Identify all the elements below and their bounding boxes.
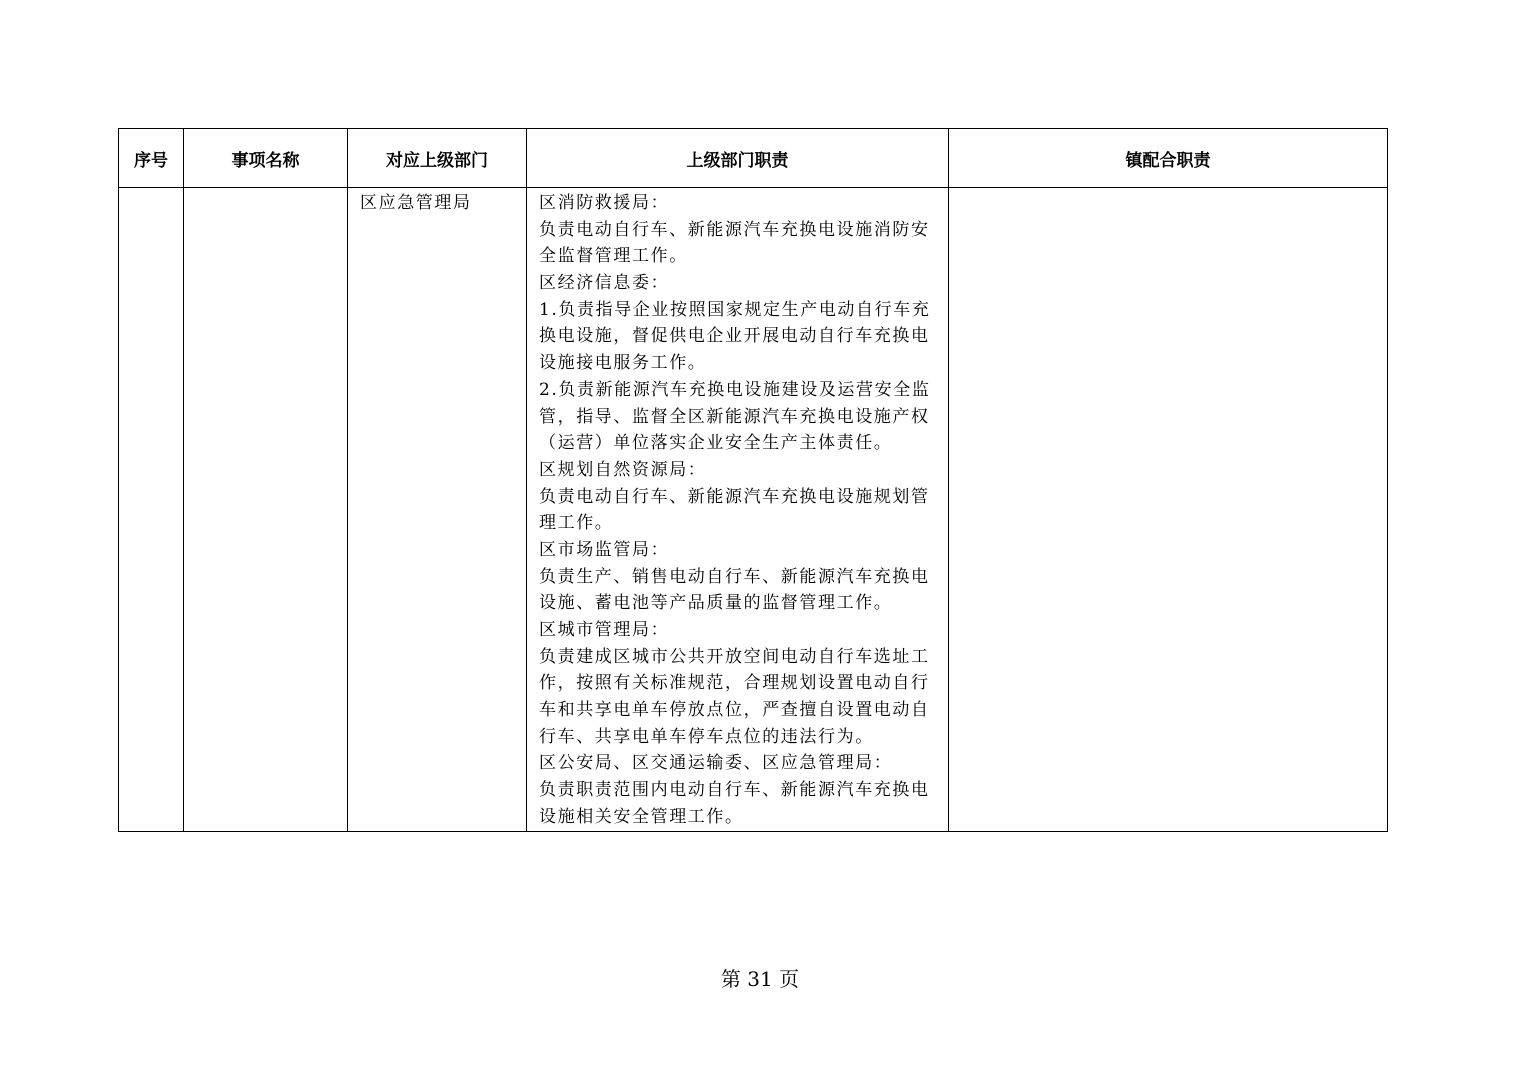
duty-line: （运营）单位落实企业安全生产主体责任。: [539, 433, 893, 454]
cell-department: [348, 188, 527, 832]
duty-line: 设施接电服务工作。: [539, 353, 707, 374]
duty-line: 负责电动自行车、新能源汽车充换电设施消防安: [539, 219, 930, 240]
duty-line: 区经济信息委：: [539, 273, 670, 294]
header-department: 对应上级部门: [348, 129, 527, 188]
duty-line: 区规划自然资源局：: [539, 459, 707, 480]
duty-line: 设施相关安全管理工作。: [539, 806, 744, 827]
duty-line: 行车、共享电单车停车点位的违法行为。: [539, 726, 874, 747]
cell-town-duties: [949, 188, 1388, 832]
page-number: 第 31 页: [720, 967, 800, 991]
duty-line: 车和共享电单车停放点位，严查擅自设置电动自: [539, 700, 930, 721]
cell-item-name: [184, 188, 348, 832]
duty-line: 负责建成区城市公共开放空间电动自行车选址工: [539, 646, 930, 667]
duty-line: 全监督管理工作。: [539, 246, 688, 267]
header-seq: 序号: [119, 129, 184, 188]
duty-line: 区消防救援局：: [539, 193, 670, 213]
duty-line: 换电设施，督促供电企业开展电动自行车充换电: [539, 326, 930, 347]
header-item-name: 事项名称: [184, 129, 348, 188]
department-text: 区应急管理局: [360, 193, 472, 213]
cell-department-duties: [527, 188, 949, 832]
duty-line: 负责生产、销售电动自行车、新能源汽车充换电: [539, 566, 930, 587]
table-row: [119, 188, 1388, 832]
duty-line: 区公安局、区交通运输委、区应急管理局：: [539, 753, 893, 774]
duty-line: 设施、蓄电池等产品质量的监督管理工作。: [539, 593, 893, 614]
header-town-duties: 镇配合职责: [949, 129, 1388, 188]
duty-line: 区城市管理局：: [539, 620, 670, 640]
duty-line: 2.负责新能源汽车充换电设施建设及运营安全监: [539, 379, 931, 400]
duties-text: [527, 188, 948, 831]
table-header-row: [119, 129, 1388, 188]
duty-line: 负责职责范围内电动自行车、新能源汽车充换电: [539, 780, 930, 801]
duty-line: 负责电动自行车、新能源汽车充换电设施规划管: [539, 486, 930, 507]
cell-seq: [119, 188, 184, 832]
duty-line: 理工作。: [539, 513, 614, 534]
duty-line: 管，指导、监督全区新能源汽车充换电设施产权: [539, 406, 930, 427]
duty-line: 作，按照有关标准规范，合理规划设置电动自行: [539, 673, 930, 694]
header-department-duties: 上级部门职责: [527, 129, 949, 188]
duty-table: [118, 128, 1388, 832]
duty-line: 1.负责指导企业按照国家规定生产电动自行车充: [539, 299, 931, 320]
duty-line: 区市场监管局：: [539, 539, 670, 560]
